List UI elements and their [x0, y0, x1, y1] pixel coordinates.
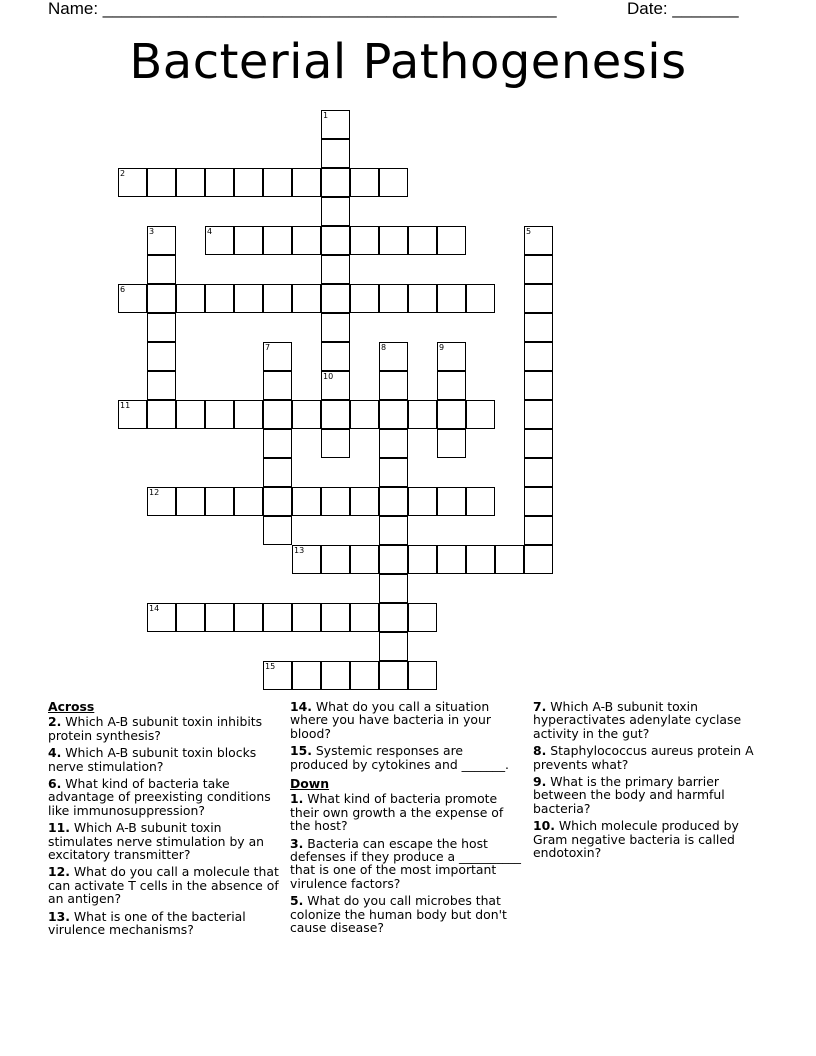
- clue-number: 4: [207, 227, 213, 236]
- crossword-cell[interactable]: [350, 400, 379, 429]
- clue-number: 2: [120, 169, 126, 178]
- crossword-cell[interactable]: [379, 371, 408, 400]
- crossword-cell[interactable]: [524, 545, 553, 574]
- crossword-cell[interactable]: [176, 603, 205, 632]
- crossword-cell[interactable]: [263, 516, 292, 545]
- crossword-cell[interactable]: [321, 284, 350, 313]
- crossword-cell[interactable]: [524, 342, 553, 371]
- crossword-cell[interactable]: [118, 168, 147, 197]
- crossword-cell[interactable]: [292, 545, 321, 574]
- crossword-cell[interactable]: [466, 545, 495, 574]
- crossword-cell[interactable]: [321, 255, 350, 284]
- clue-down-10: 10. Which molecule produced by Gram negative bacteria is called endotoxin?: [533, 818, 739, 861]
- crossword-cell[interactable]: [350, 545, 379, 574]
- date-label: Date: _______: [627, 0, 739, 18]
- crossword-cell[interactable]: [205, 168, 234, 197]
- crossword-cell[interactable]: [234, 487, 263, 516]
- crossword-cell[interactable]: [147, 603, 176, 632]
- crossword-cell[interactable]: [379, 661, 408, 690]
- crossword-cell[interactable]: [205, 226, 234, 255]
- crossword-cell[interactable]: [263, 661, 292, 690]
- crossword-cell[interactable]: [321, 429, 350, 458]
- crossword-cell[interactable]: [321, 342, 350, 371]
- crossword-cell[interactable]: [524, 313, 553, 342]
- clue-across-14: 14. What do you call a situation where you have bacteria in your blood?: [290, 699, 491, 741]
- crossword-cell[interactable]: [350, 226, 379, 255]
- clue-number: 13: [294, 546, 305, 555]
- crossword-cell[interactable]: [205, 603, 234, 632]
- clue-number: 10: [323, 372, 334, 381]
- clue-number: 15: [265, 662, 276, 671]
- crossword-cell[interactable]: [205, 487, 234, 516]
- clue-down-8: 8. Staphylococcus aureus protein A prevents what?: [533, 743, 754, 772]
- crossword-cell[interactable]: [321, 197, 350, 226]
- crossword-cell[interactable]: [466, 487, 495, 516]
- crossword-cell[interactable]: [437, 545, 466, 574]
- down-heading: Down: [290, 776, 330, 792]
- crossword-cell[interactable]: [379, 603, 408, 632]
- crossword-cell[interactable]: [234, 603, 263, 632]
- crossword-cell[interactable]: [408, 226, 437, 255]
- crossword-cell[interactable]: [495, 545, 524, 574]
- crossword-cell[interactable]: [379, 429, 408, 458]
- crossword-cell[interactable]: [205, 400, 234, 429]
- crossword-cell[interactable]: [234, 284, 263, 313]
- crossword-cell[interactable]: [321, 168, 350, 197]
- crossword-cell[interactable]: [408, 661, 437, 690]
- clue-number: 6: [120, 285, 126, 294]
- crossword-cell[interactable]: [350, 661, 379, 690]
- crossword-cell[interactable]: [379, 226, 408, 255]
- crossword-cell[interactable]: [147, 226, 176, 255]
- crossword-cell[interactable]: [321, 313, 350, 342]
- crossword-cell[interactable]: [524, 487, 553, 516]
- clue-column-2: [290, 700, 522, 939]
- crossword-cell[interactable]: [379, 516, 408, 545]
- name-label: Name: ________________________________________________: [48, 0, 557, 18]
- crossword-cell[interactable]: [321, 110, 350, 139]
- crossword-cell[interactable]: [437, 487, 466, 516]
- crossword-cell[interactable]: [408, 284, 437, 313]
- crossword-cell[interactable]: [466, 400, 495, 429]
- crossword-cell[interactable]: [263, 458, 292, 487]
- clue-number: 7: [265, 343, 271, 352]
- crossword-cell[interactable]: [379, 458, 408, 487]
- crossword-cell[interactable]: [466, 284, 495, 313]
- crossword-cell[interactable]: [408, 400, 437, 429]
- page-title: Bacterial Pathogenesis: [129, 34, 687, 90]
- clue-across-2: 2. Which A-B subunit toxin inhibits protein synthesis?: [48, 714, 263, 743]
- crossword-cell[interactable]: [176, 168, 205, 197]
- crossword-cell[interactable]: [292, 487, 321, 516]
- crossword-cell[interactable]: [321, 226, 350, 255]
- clue-column-1: [48, 700, 284, 941]
- clue-down-5: 5. What do you call microbes that colonize the human body but don't cause disease?: [290, 893, 507, 936]
- crossword-cell[interactable]: [437, 284, 466, 313]
- clue-number: 3: [149, 227, 155, 236]
- crossword-cell[interactable]: [408, 545, 437, 574]
- crossword-cell[interactable]: [379, 632, 408, 661]
- clue-across-6: 6. What kind of bacteria take advantage of preexisting conditions like immunosuppression?: [48, 776, 271, 818]
- crossword-cell[interactable]: [408, 603, 437, 632]
- crossword-cell[interactable]: [176, 487, 205, 516]
- clue-number: 8: [381, 343, 387, 352]
- clue-number: 9: [439, 343, 445, 352]
- clue-across-13: 13. What is one of the bacterial virulence mechanisms?: [48, 908, 246, 938]
- crossword-cell[interactable]: [321, 661, 350, 690]
- crossword-cell[interactable]: [321, 371, 350, 400]
- crossword-cell[interactable]: [147, 342, 176, 371]
- crossword-cell[interactable]: [321, 487, 350, 516]
- crossword-cell[interactable]: [205, 284, 234, 313]
- clue-column-3: [533, 700, 763, 863]
- crossword-cell[interactable]: [350, 603, 379, 632]
- clue-number: 5: [526, 227, 532, 236]
- crossword-cell[interactable]: [350, 284, 379, 313]
- crossword-cell[interactable]: [263, 342, 292, 371]
- crossword-cell[interactable]: [147, 371, 176, 400]
- crossword-cell[interactable]: [147, 284, 176, 313]
- crossword-cell[interactable]: [321, 603, 350, 632]
- crossword-cell[interactable]: [524, 516, 553, 545]
- crossword-cell[interactable]: [147, 168, 176, 197]
- crossword-cell[interactable]: [524, 371, 553, 400]
- crossword-cell[interactable]: [263, 603, 292, 632]
- crossword-cell[interactable]: [437, 429, 466, 458]
- crossword-cell[interactable]: [350, 168, 379, 197]
- clue-down-7: 7. Which A-B subunit toxin hyperactivates adenylate cyclase activity in the gut?: [533, 699, 742, 741]
- crossword-cell[interactable]: [176, 284, 205, 313]
- crossword-cell[interactable]: [263, 487, 292, 516]
- crossword-cell[interactable]: [437, 371, 466, 400]
- crossword-cell[interactable]: [263, 371, 292, 400]
- clue-across-15: 15. Systemic responses are produced by cytokines and _______.: [290, 743, 509, 772]
- across-heading: Across: [48, 699, 95, 714]
- crossword-cell[interactable]: [350, 487, 379, 516]
- crossword-cell[interactable]: [292, 400, 321, 429]
- crossword-cell[interactable]: [524, 458, 553, 487]
- crossword-cell[interactable]: [524, 226, 553, 255]
- clue-down-3: 3. Bacteria can escape the host defenses if they produce a __________ that is one of the most important virulence factors?: [290, 835, 521, 891]
- crossword-cell[interactable]: [292, 226, 321, 255]
- crossword-cell[interactable]: [321, 400, 350, 429]
- crossword-cell[interactable]: [379, 168, 408, 197]
- crossword-cell[interactable]: [321, 139, 350, 168]
- crossword-cell[interactable]: [379, 342, 408, 371]
- crossword-cell[interactable]: [408, 487, 437, 516]
- crossword-cell[interactable]: [437, 342, 466, 371]
- clue-across-12: 12. What do you call a molecule that can activate T cells in the absence of an antigen?: [48, 864, 279, 907]
- crossword-cell[interactable]: [437, 226, 466, 255]
- crossword-cell[interactable]: [263, 226, 292, 255]
- clue-number: 14: [149, 604, 160, 613]
- crossword-cell[interactable]: [292, 284, 321, 313]
- clue-down-9: 9. What is the primary barrier between the body and harmful bacteria?: [533, 774, 725, 816]
- clue-number: 12: [149, 488, 160, 497]
- crossword-cell[interactable]: [379, 574, 408, 603]
- crossword-cell[interactable]: [524, 429, 553, 458]
- crossword-cell[interactable]: [292, 603, 321, 632]
- crossword-cell[interactable]: [379, 400, 408, 429]
- crossword-cell[interactable]: [524, 255, 553, 284]
- crossword-cell[interactable]: [263, 284, 292, 313]
- crossword-cell[interactable]: [176, 400, 205, 429]
- crossword-cell[interactable]: [147, 487, 176, 516]
- crossword-cell[interactable]: [379, 284, 408, 313]
- crossword-cell[interactable]: [147, 400, 176, 429]
- crossword-cell[interactable]: [263, 168, 292, 197]
- crossword-cell[interactable]: [234, 226, 263, 255]
- crossword-cell[interactable]: [379, 487, 408, 516]
- clue-across-11: 11. Which A-B subunit toxin stimulates nerve stimulation by an excitatory transmitter?: [48, 820, 265, 863]
- crossword-cell[interactable]: [524, 284, 553, 313]
- crossword-cell[interactable]: [118, 400, 147, 429]
- crossword-cell[interactable]: [292, 168, 321, 197]
- crossword-cell[interactable]: [263, 429, 292, 458]
- crossword-cell[interactable]: [321, 545, 350, 574]
- crossword-cell[interactable]: [379, 545, 408, 574]
- clue-across-4: 4. Which A-B subunit toxin blocks nerve stimulation?: [48, 745, 257, 774]
- crossword-cell[interactable]: [263, 400, 292, 429]
- clue-down-1: 1. What kind of bacteria promote their own growth a the expense of the host?: [290, 791, 504, 834]
- clue-number: 1: [323, 111, 329, 120]
- crossword-cell[interactable]: [292, 661, 321, 690]
- crossword-cell[interactable]: [147, 255, 176, 284]
- crossword-cell[interactable]: [524, 400, 553, 429]
- crossword-cell[interactable]: [234, 168, 263, 197]
- crossword-cell[interactable]: [234, 400, 263, 429]
- crossword-cell[interactable]: [118, 284, 147, 313]
- crossword-cell[interactable]: [437, 400, 466, 429]
- clue-number: 11: [120, 401, 131, 410]
- crossword-cell[interactable]: [147, 313, 176, 342]
